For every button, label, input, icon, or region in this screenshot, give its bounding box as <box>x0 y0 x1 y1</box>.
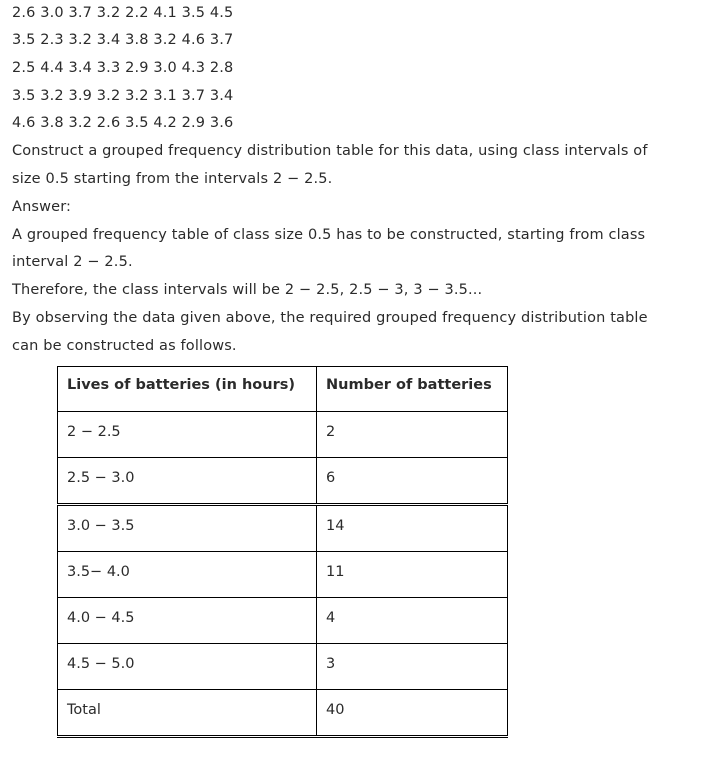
table-row <box>58 458 508 505</box>
data-line: 3.5 2.3 3.2 3.4 3.8 3.2 4.6 3.7 <box>12 32 234 48</box>
table-row <box>58 598 508 644</box>
data-line: 2.6 3.0 3.7 3.2 2.2 4.1 3.5 4.5 <box>12 5 234 21</box>
total-row <box>58 690 508 737</box>
table-row <box>58 505 508 552</box>
total-value-cell: 40 <box>317 690 508 737</box>
frequency-cell: 4 <box>317 598 508 644</box>
class-interval-cell: 4.5 − 5.0 <box>58 644 317 690</box>
frequency-cell: 6 <box>317 458 508 505</box>
class-interval-cell: 3.5− 4.0 <box>58 552 317 598</box>
class-interval-cell: 2 − 2.5 <box>58 412 317 458</box>
class-interval-cell: 2.5 − 3.0 <box>58 458 317 505</box>
question-text: Construct a grouped frequency distribution table for this data, using class intervals of <box>12 143 648 160</box>
data-line: 2.5 4.4 3.4 3.3 2.9 3.0 4.3 2.8 <box>12 59 234 76</box>
answer-text: By observing the data given above, the required grouped frequency distribution table <box>12 309 648 326</box>
column-header: Lives of batteries (in hours) <box>58 367 317 412</box>
document-body <box>12 0 697 360</box>
frequency-cell: 3 <box>317 644 508 690</box>
data-line: 4.6 3.8 3.2 2.6 3.5 4.2 2.9 3.6 <box>12 115 234 132</box>
table-row <box>58 644 508 690</box>
table-row <box>58 552 508 598</box>
data-line: 3.5 3.2 3.9 3.2 3.2 3.1 3.7 3.4 <box>12 87 234 104</box>
answer-text: A grouped frequency table of class size 0.5 has to be constructed, starting from class <box>12 226 646 243</box>
class-interval-cell: 4.0 − 4.5 <box>58 598 317 644</box>
frequency-table <box>57 366 508 738</box>
total-label-cell: Total <box>58 690 317 737</box>
question-text: size 0.5 starting from the intervals 2 − 2.5. <box>12 170 333 187</box>
table-header-row <box>58 367 508 412</box>
frequency-cell: 11 <box>317 552 508 598</box>
frequency-cell: 2 <box>317 412 508 458</box>
column-header: Number of batteries <box>317 367 508 412</box>
answer-label: Answer: <box>12 198 72 215</box>
frequency-cell: 14 <box>317 505 508 552</box>
class-interval-cell: 3.0 − 3.5 <box>58 505 317 552</box>
answer-text: Therefore, the class intervals will be 2 − 2.5, 2.5 − 3, 3 − 3.5... <box>12 282 483 299</box>
answer-text: can be constructed as follows. <box>12 337 237 354</box>
table-row <box>58 412 508 458</box>
answer-text: interval 2 − 2.5. <box>12 254 133 271</box>
